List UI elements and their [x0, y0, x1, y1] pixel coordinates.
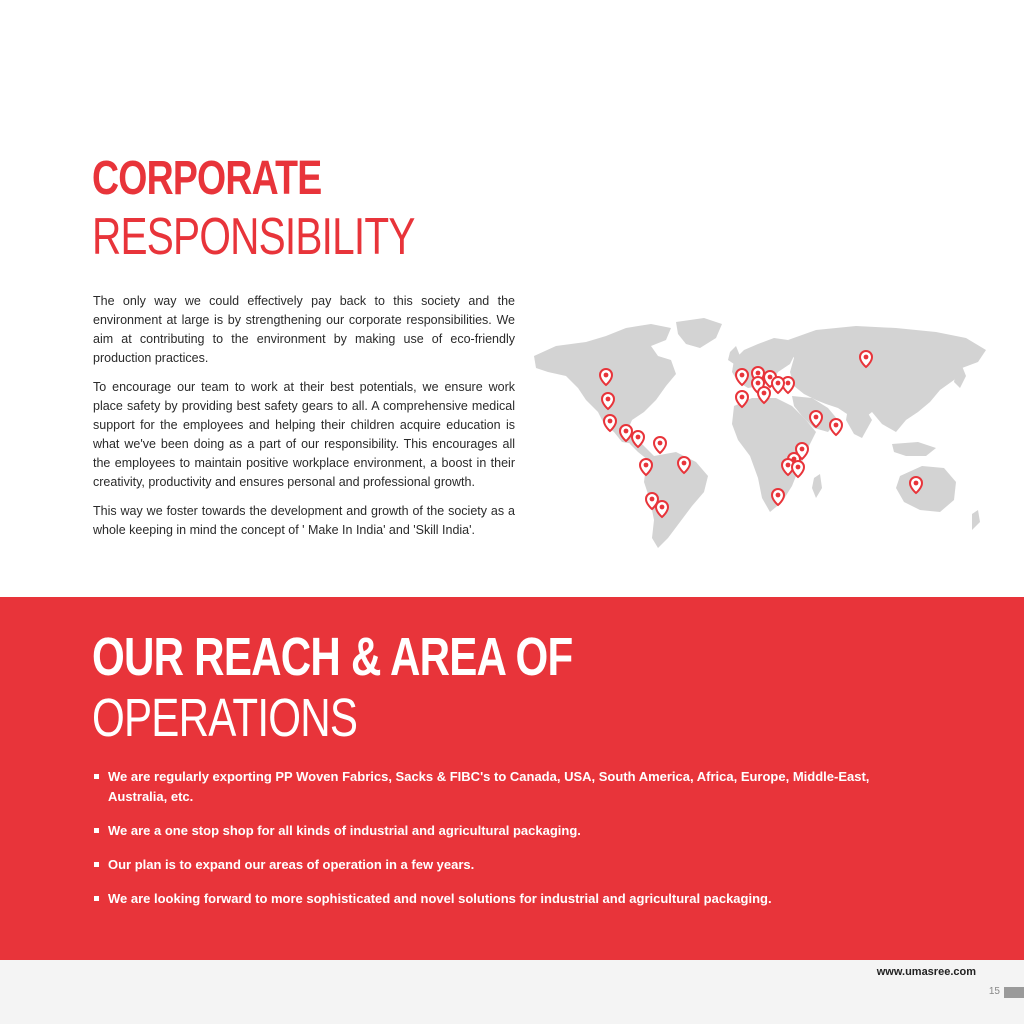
- map-pin-dot: [644, 463, 649, 468]
- map-pin-dot: [786, 463, 791, 468]
- bullet-square-icon: [94, 774, 99, 779]
- australia: [896, 466, 956, 512]
- reach-bullet-text: We are looking forward to more sophisticated and novel solutions for industrial and agricultural packaging.: [108, 891, 772, 906]
- world-map: [526, 316, 1000, 552]
- reach-bullet-text: Our plan is to expand our areas of operation in a few years.: [108, 857, 475, 872]
- map-pin-dot: [606, 397, 611, 402]
- reach-bullet-list: [92, 767, 892, 923]
- map-pin-dot: [786, 381, 791, 386]
- corporate-paragraph-1: The only way we could effectively pay back to this society and the environment at large is by strengthening our corporate responsibilities. We aim at contributing to the environment by making use of eco-friendly production practices.: [93, 294, 515, 365]
- greenland: [676, 318, 722, 348]
- map-pin-dot: [914, 481, 919, 486]
- map-pin-dot: [756, 371, 761, 376]
- map-pin-dot: [660, 505, 665, 510]
- reach-title-light: OPERATIONS: [92, 688, 358, 748]
- bullet-square-icon: [94, 896, 99, 901]
- footer-band: [0, 960, 1024, 1024]
- madagascar: [812, 474, 822, 498]
- map-pin-dot: [604, 373, 609, 378]
- map-pin-dot: [776, 493, 781, 498]
- corporate-paragraph-3: This way we foster towards the development and growth of the society as a whole keeping in mind the concept of ' Make In India' and 'Skill India'.: [93, 504, 515, 537]
- reach-bullet-text: We are regularly exporting PP Woven Fabrics, Sacks & FIBC's to Canada, USA, South America, Africa, Europe, Middle-East, Australia, etc.: [108, 769, 870, 804]
- map-pin-dot: [740, 373, 745, 378]
- continents: [534, 318, 986, 548]
- corporate-body: [93, 292, 515, 550]
- corporate-title-bold: CORPORATE: [92, 152, 322, 205]
- map-pin-dot: [624, 429, 629, 434]
- southeast-asia: [892, 442, 936, 456]
- map-pin-dot: [864, 355, 869, 360]
- map-pin-dot: [636, 435, 641, 440]
- bullet-square-icon: [94, 862, 99, 867]
- map-pin-dot: [768, 375, 773, 380]
- map-pin-dot: [756, 381, 761, 386]
- world-map-graphic: [526, 316, 1000, 552]
- corporate-paragraph-2: To encourage our team to work at their best potentials, we ensure work place safety by providing best safety gears to all. A comprehensive medical support for the employees and helping their children acquire education is what we've been doing as a part of our responsibility. This encourages all the employees to maintain positive workplace environment, a boost in their creativity, productivity and ensures personal and professional growth.: [93, 380, 515, 489]
- page-number: 15: [988, 986, 1000, 997]
- new-zealand: [972, 510, 980, 530]
- footer-website[interactable]: www.umasree.com: [876, 966, 976, 978]
- map-pin-dot: [740, 395, 745, 400]
- bullet-square-icon: [94, 828, 99, 833]
- map-pin-dot: [658, 441, 663, 446]
- corporate-heading: [92, 150, 506, 266]
- reach-operations-section: [0, 597, 1024, 960]
- map-pin-dot: [682, 461, 687, 466]
- page-number-bar: [1004, 987, 1024, 998]
- map-pin-dot: [800, 447, 805, 452]
- reach-bullet: [92, 889, 892, 909]
- map-pin-dot: [650, 497, 655, 502]
- map-pin-dot: [762, 391, 767, 396]
- corporate-title-light: RESPONSIBILITY: [92, 208, 415, 266]
- map-pin-dot: [814, 415, 819, 420]
- reach-bullet: [92, 821, 892, 841]
- map-pin-dot: [796, 465, 801, 470]
- reach-bullet: [92, 855, 892, 875]
- map-pin-dot: [608, 419, 613, 424]
- reach-heading: [92, 627, 708, 749]
- map-pin-dot: [776, 381, 781, 386]
- reach-bullet-text: We are a one stop shop for all kinds of industrial and agricultural packaging.: [108, 823, 581, 838]
- reach-title-bold: OUR REACH & AREA OF: [92, 627, 573, 687]
- map-pin-dot: [834, 423, 839, 428]
- reach-bullet: [92, 767, 892, 807]
